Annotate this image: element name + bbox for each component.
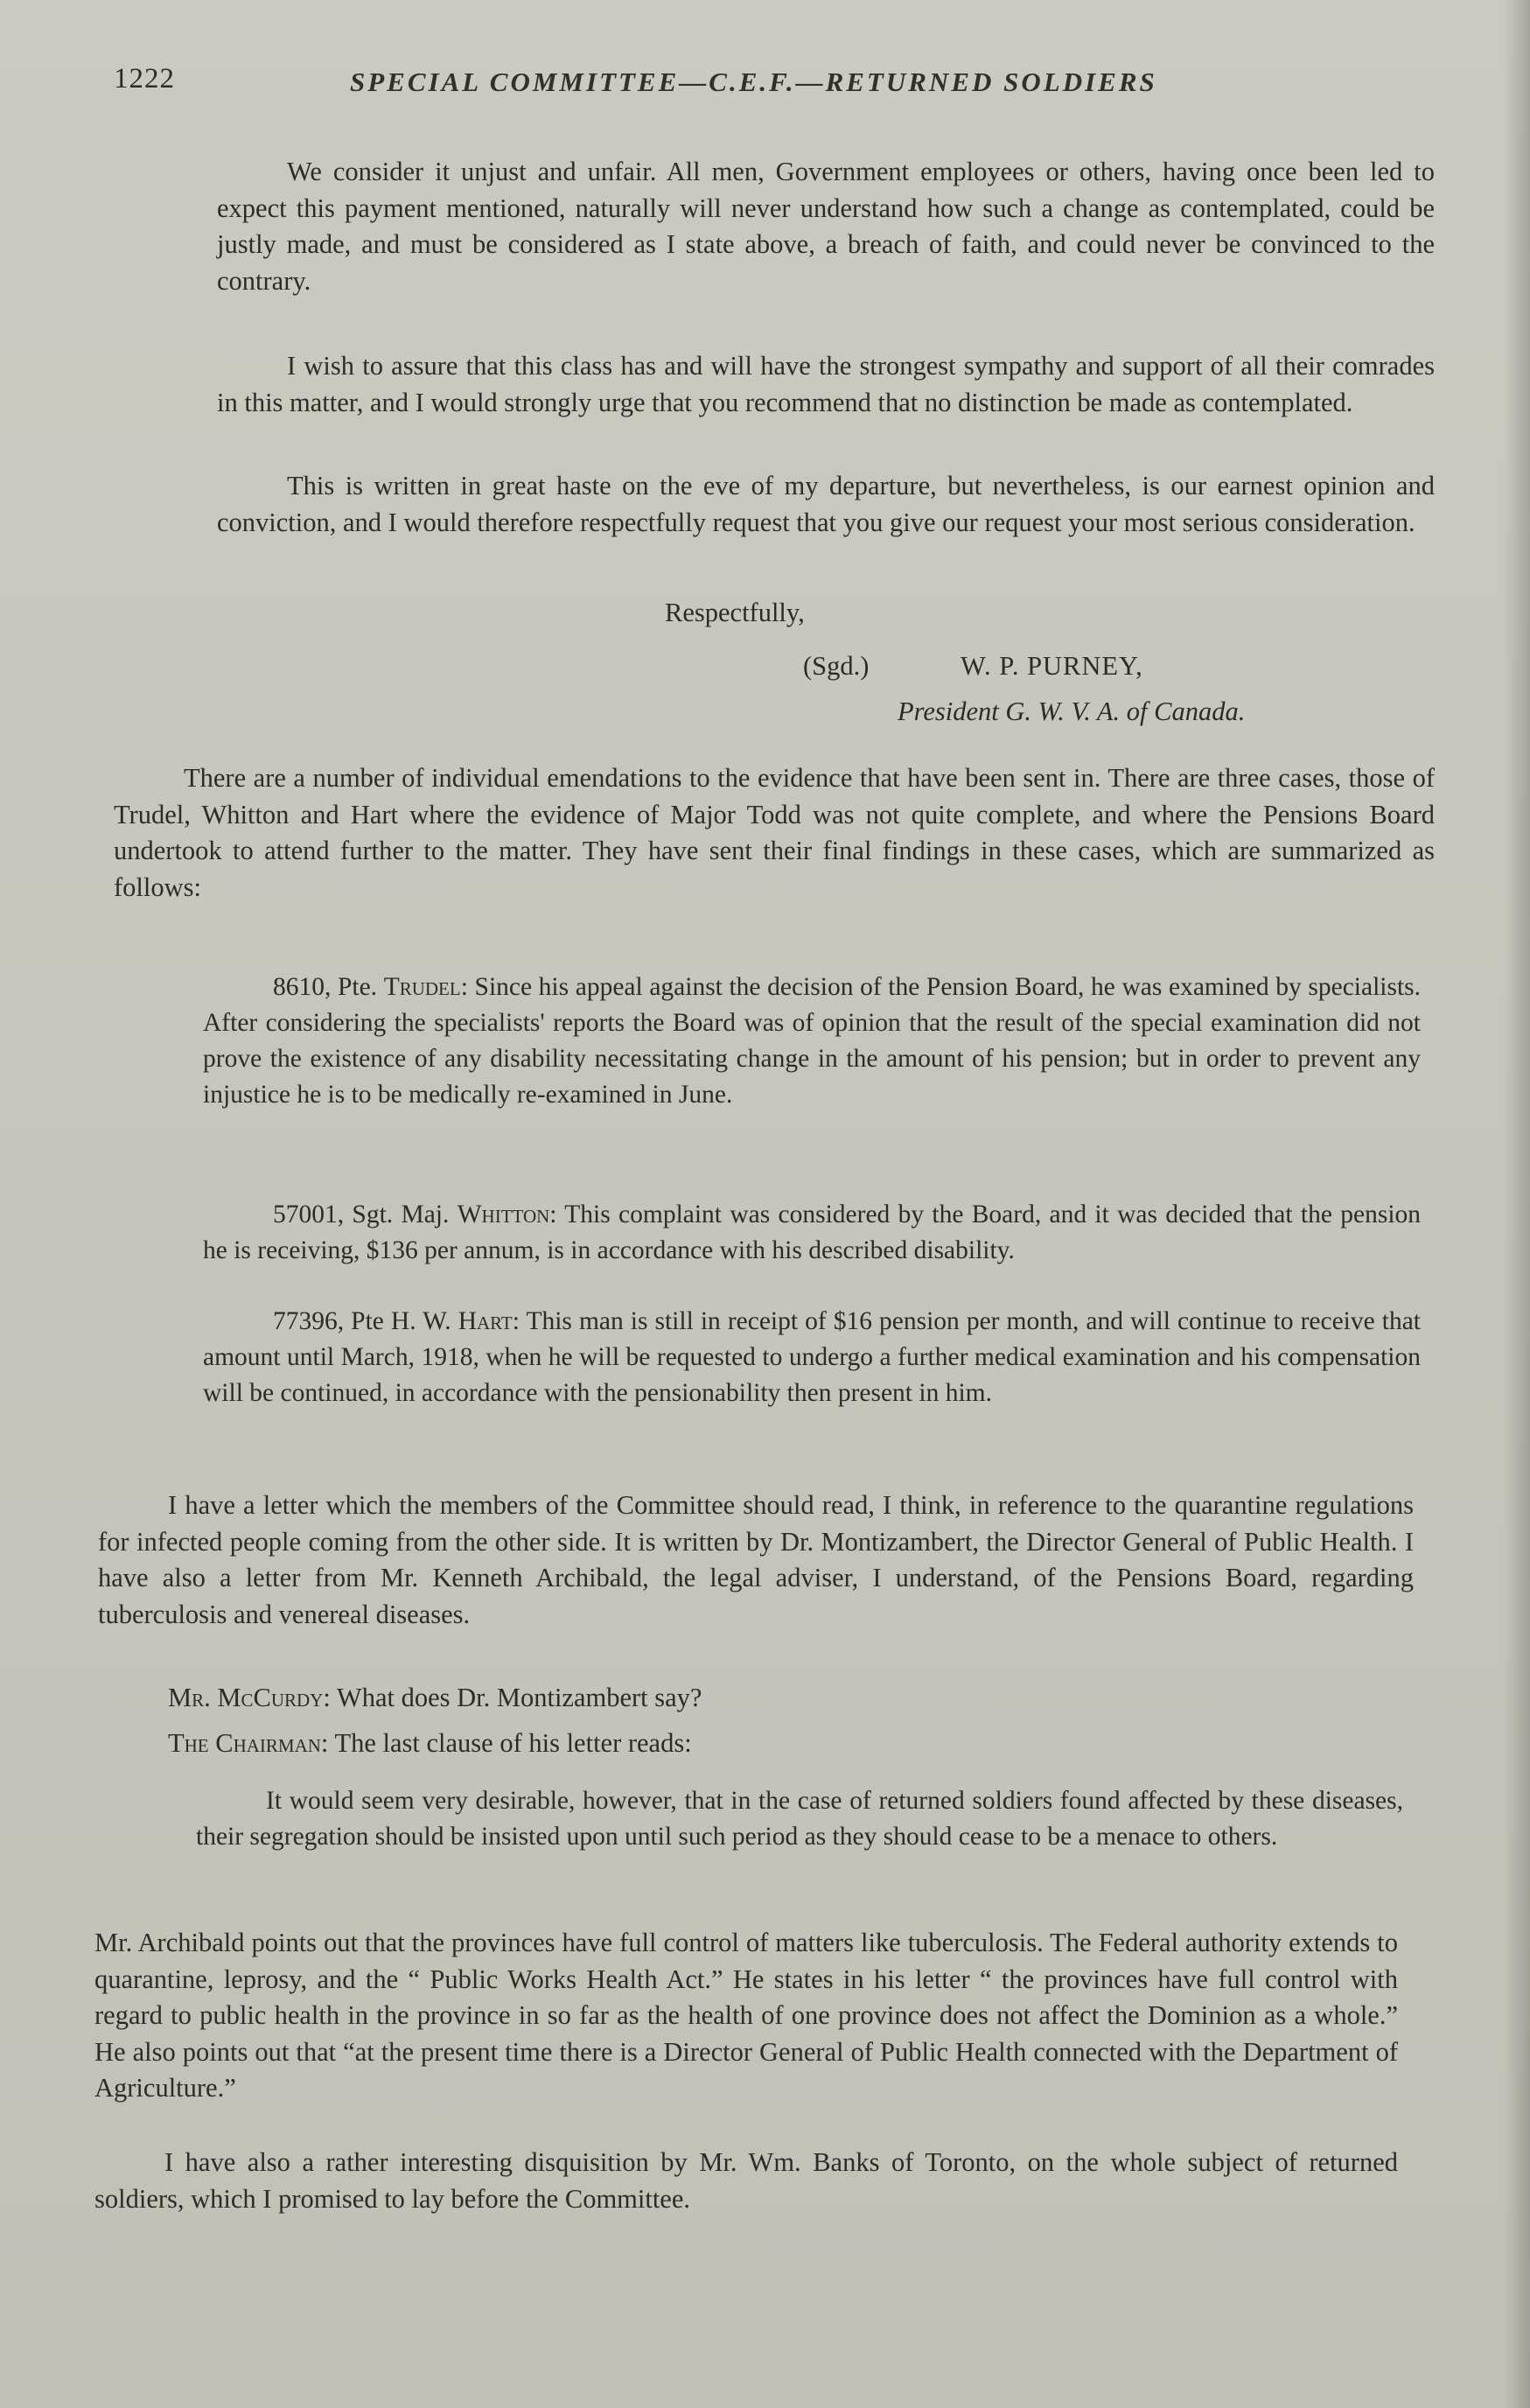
running-title: SPECIAL COMMITTEE—C.E.F.—RETURNED SOLDIERS	[350, 66, 1157, 97]
exchange-chairman	[98, 1726, 1414, 1762]
case-hart	[203, 1304, 1421, 1411]
case-number: 57001, Sgt. Maj.	[273, 1200, 450, 1228]
letter-closing: Respectfully,	[665, 598, 805, 627]
signatory-title: President G. W. V. A. of Canada.	[898, 696, 1246, 726]
case-name: Whitton:	[457, 1200, 557, 1228]
case-name: Trudel:	[383, 973, 468, 1001]
case-number: 8610, Pte.	[273, 973, 378, 1001]
case-name: Hart:	[458, 1307, 520, 1335]
letter-paragraph-3: This is written in great haste on the eve of my departure, but nevertheless, is our earnest opinion and conviction, and I would therefore respectfully request that you give our request your most serious consideration.	[217, 471, 1435, 537]
speaker-text: What does Dr. Montizambert say?	[336, 1683, 702, 1712]
case-text: Since his appeal against the decision of the Pension Board, he was examined by specialists. After considering the specialists' reports the Board was of opinion that the result of the special examination did not prove the existence of any disability necessitating change in the amount of his pension; but in order to prevent any injustice he is to be medically re-examined in June.	[203, 973, 1422, 1109]
quoted-clause: It would seem very desirable, however, that in the case of returned soldiers found affected by these diseases, their segregation should be insisted upon until such period as they should cease to be a menace to others.	[196, 1787, 1403, 1851]
speaker-name: Mr. McCurdy:	[168, 1683, 331, 1712]
final-paragraph: I have also a rather interesting disquisition by Mr. Wm. Banks of Toronto, on the whole subject of returned soldiers, which I promised to lay before the Committee.	[94, 2147, 1398, 2214]
case-number: 77396, Pte H. W.	[273, 1307, 451, 1335]
letter-note-paragraph: I have a letter which the members of the Committee should read, I think, in reference to the quarantine regulations for infected people coming from the other side. It is written by Dr. Montizambert, the Director General of Public Health. I have also a letter from Mr. Kenneth Archibald, the legal adviser, I understand, of the Pensions Board, regarding tuberculosis and venereal diseases.	[98, 1490, 1414, 1629]
case-text: This man is still in receipt of $16 pension per month, and will continue to receive that amount until March, 1918, when he will be requested to undergo a further medical examination and his compensation will be continued, in accordance with the pensionability then present in him.	[203, 1307, 1422, 1407]
archibald-paragraph: Mr. Archibald points out that the provinces have full control of matters like tuberculosis. The Federal authority extends to quarantine, leprosy, and the “ Public Works Health Act.” He states in his letter “ the provinces have full control with regard to public health in the province in so far as the health of one province does not affect the Dominion as a whole.” He also points out that “at the present time there is a Director General of Public Health connected with the Department of Agriculture.”	[94, 1928, 1398, 2103]
signatory-name: W. P. PURNEY,	[961, 651, 1143, 681]
case-whitton	[203, 1197, 1421, 1269]
signed-marker: (Sgd.)	[803, 651, 870, 681]
letter-paragraph-2: I wish to assure that this class has and will have the strongest sympathy and support of all their comrades in this matter, and I would strongly urge that you recommend that no distinction be made as contemplated.	[217, 351, 1435, 417]
speaker-name: The Chairman:	[168, 1728, 329, 1758]
exchange-mccurdy	[98, 1680, 1414, 1717]
speaker-text: The last clause of his letter reads:	[334, 1728, 692, 1758]
case-trudel	[203, 970, 1421, 1113]
page-header	[114, 63, 1426, 107]
letter-paragraph-1: We consider it unjust and unfair. All men, Government employees or others, having once been led to expect this payment mentioned, naturally will never understand how such a change as contemplated, could be justly made, and must be considered as I state above, a breach of faith, and could never be convinced to the contrary.	[217, 157, 1435, 296]
intro-paragraph: There are a number of individual emendations to the evidence that have been sent in. There are three cases, those of Trudel, Whitton and Hart where the evidence of Major Todd was not quite complete, and where the Pensions Board undertook to attend further to the matter. They have sent their final findings in these cases, which are summarized as follows:	[114, 763, 1435, 902]
case-text: This complaint was considered by the Board, and it was decided that the pension he is receiving, $136 per annum, is in accordance with his described disability.	[203, 1200, 1422, 1264]
page-number: 1222	[114, 63, 175, 94]
